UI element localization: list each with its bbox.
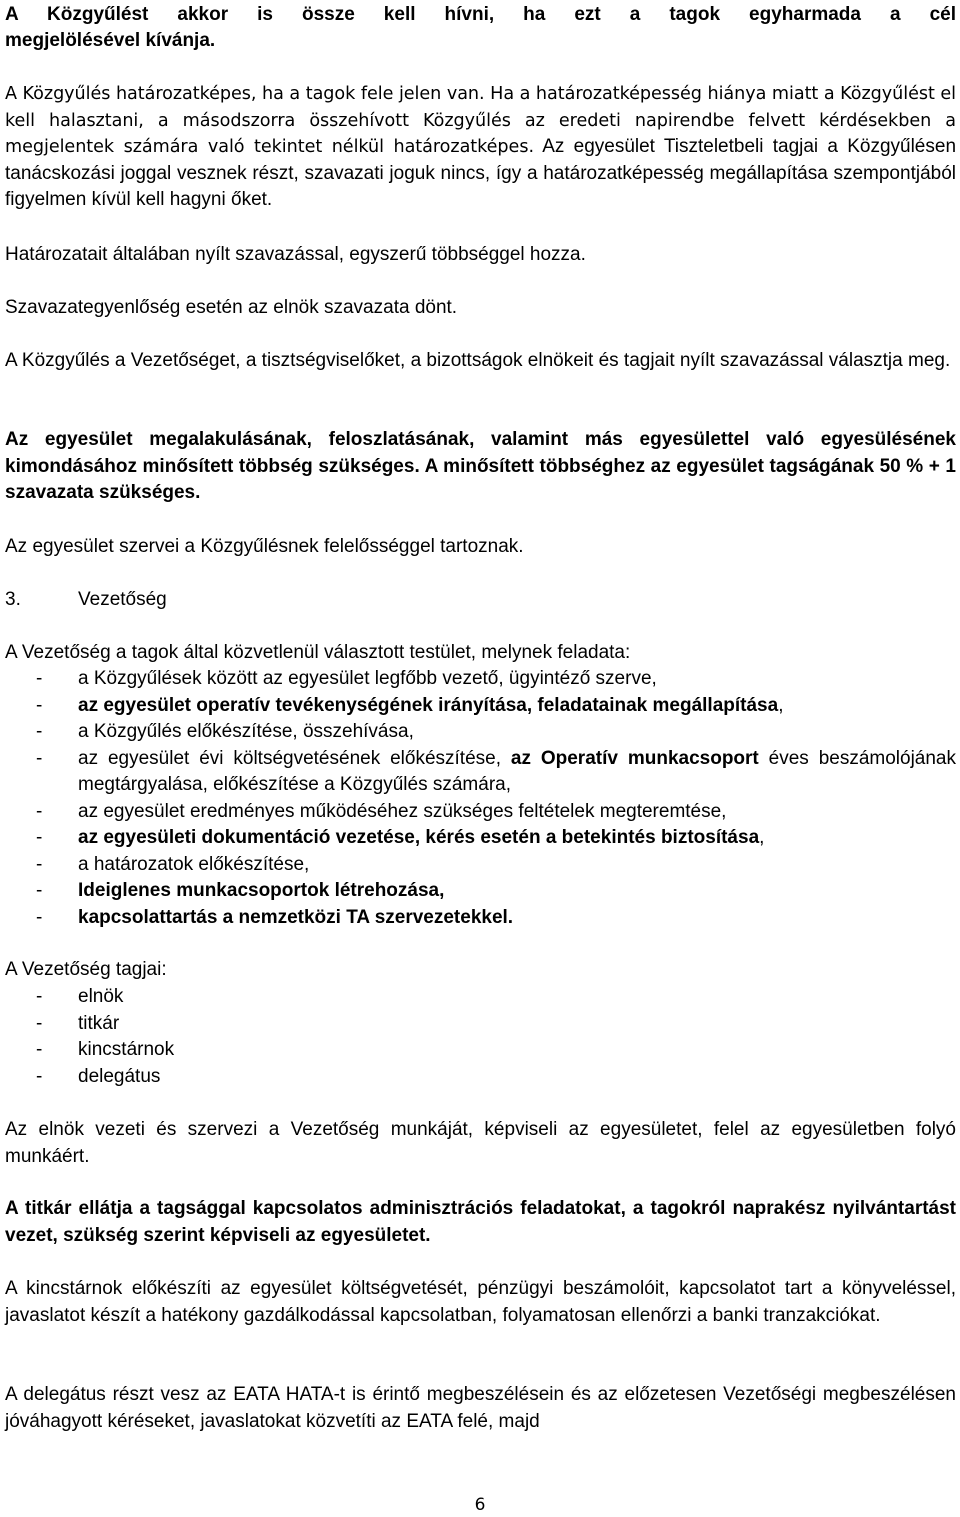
paragraph-organs: Az egyesület szervei a Közgyűlésnek felelősséggel tartoznak. [5, 536, 524, 557]
list-item: - kincstárnok [36, 1039, 175, 1060]
list-item: - az egyesület eredményes működéséhez szükséges feltételek megteremtése, [36, 800, 727, 822]
paragraph-convene-line1: A Közgyűlést akkor is össze kell hívni, ha ezt a tagok egyharmada a cél [5, 4, 956, 25]
members-intro: A Vezetőség tagjai: [5, 959, 167, 980]
list-item: - az egyesület évi költségvetésének előkészítése, az Operatív munkacsoport éves beszámolójának megtárgyalása, előkészítése a Közgyűlés számára, [36, 747, 957, 795]
members-list [5, 984, 956, 1090]
list-item: - delegátus [36, 1065, 161, 1087]
list-item: - Ideiglenes munkacsoportok létrehozása, [36, 880, 445, 901]
list-item: - a Közgyűlések között az egyesület legfőbb vezető, ügyintéző szerve, [36, 668, 657, 689]
duties-list [5, 666, 956, 931]
paragraph-quorum [5, 81, 956, 214]
paragraph-voting: Határozatait általában nyílt szavazással, egyszerű többséggel hozza. [5, 244, 586, 265]
section-number: 3. [5, 589, 21, 610]
list-item: - kapcsolattartás a nemzetközi TA szervezetekkel. [36, 906, 514, 928]
list-item: - elnök [36, 986, 124, 1007]
paragraph-tie: Szavazategyenlőség esetén az elnök szavazata dönt. [5, 297, 458, 318]
qualified-majority-part-a: Az egyesület megalakulásának, feloszlatásának, valamint más egyesülettel való egyesülésének kimondásához minősített többség szükséges. [5, 429, 956, 477]
paragraph-president: Az elnök vezeti és szervezi a Vezetőség munkáját, képviseli az egyesületet, felel az egyesületben folyó munkáért. [5, 1119, 956, 1167]
section-title: Vezetőség [78, 589, 167, 610]
list-item: - titkár [36, 1012, 120, 1034]
paragraph-quorum-part-a: A Közgyűlés határozatképes, ha a tagok fele jelen van. Ha a határozatképesség hiánya miatt a Közgyűlést el kell halasztani, a másodszorra összehívott Közgyűlés az eredeti napirendbe felvett kérdésekben a megjelentek számára való tekintet nélkül határozatképes. [5, 84, 956, 157]
page-number: 6 [474, 1495, 486, 1515]
paragraph-quorum-part-b: Az egyesület Tiszteletbeli tagjai a Közgyűlésen tanácskozási joggal vesznek részt, szavazati joguk nincs, így a határozatképesség megállapítása szempontjából figyelmen kívül kell hagyni őket. [5, 136, 957, 210]
paragraph-convene-line2: megjelölésével kívánja. [5, 30, 216, 51]
paragraph-delegate: A delegátus részt vesz az EATA HATA-t is érintő megbeszélésein és az előzetesen Vezetőségi megbeszélésen jóváhagyott kéréseket, javaslatokat közvetíti az EATA felé, majd [5, 1384, 956, 1432]
list-item: - az egyesületi dokumentáció vezetése, kérés esetén a betekintés biztosítása, [36, 827, 765, 848]
paragraph-secretary: A titkár ellátja a tagsággal kapcsolatos adminisztrációs feladatokat, a tagokról naprakész nyilvántartást vezet, szükség szerint képviseli az egyesületet. [5, 1198, 956, 1246]
qualified-majority-part-b: A minősített többséghez az egyesület tagságának 50 % + 1 szavazata szükséges. [5, 455, 956, 503]
section-heading [5, 587, 167, 614]
paragraph-election: A Közgyűlés a Vezetőséget, a tisztségviselőket, a bizottságok elnökeit és tagjait nyílt szavazással választja meg. [5, 350, 951, 371]
list-item: - a Közgyűlés előkészítése, összehívása, [36, 721, 414, 742]
duties-intro: A Vezetőség a tagok által közvetlenül választott testület, melynek feladata: [5, 642, 631, 663]
list-item: - a határozatok előkészítése, [36, 853, 310, 875]
list-item: - az egyesület operatív tevékenységének irányítása, feladatainak megállapítása, [36, 694, 784, 716]
paragraph-qualified-majority [5, 427, 956, 507]
paragraph-treasurer: A kincstárnok előkészíti az egyesület költségvetését, pénzügyi beszámolóit, kapcsolatot tart a könyveléssel, javaslatot készít a hatékony gazdálkodással kapcsolatban, folyamatosan ellenőrzi a banki tranzakciókat. [5, 1278, 956, 1326]
